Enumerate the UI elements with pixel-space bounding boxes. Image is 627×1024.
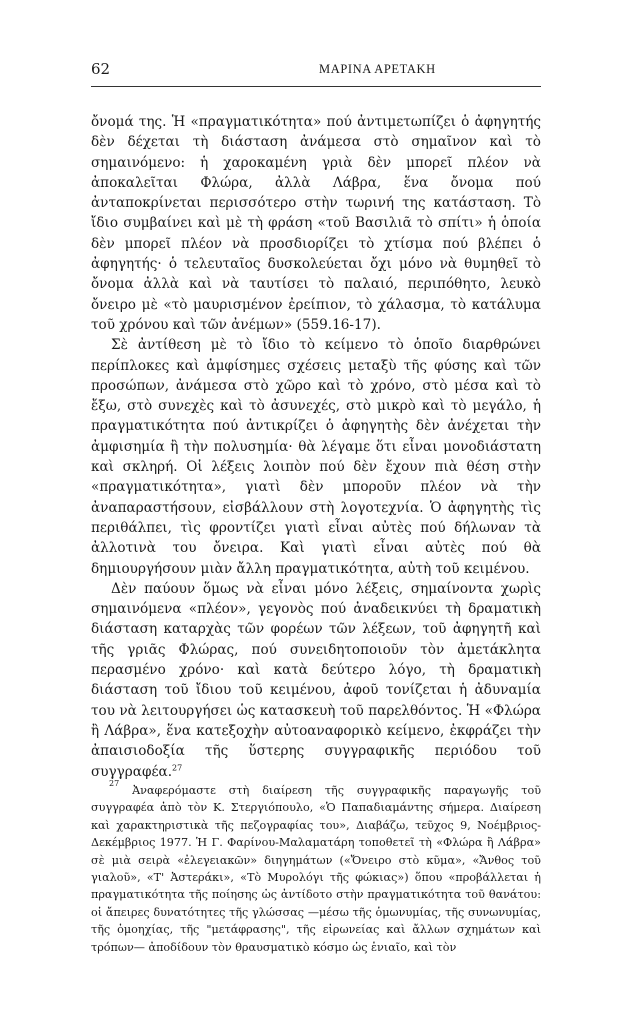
footnote-marker: 27 xyxy=(109,779,120,789)
page-number: 62 xyxy=(91,60,111,78)
page-header xyxy=(91,60,541,82)
paragraph-3: Δὲν παύουν ὅμως νὰ εἶναι μόνο λέξεις, σημαίνοντα χωρὶς σημαινόμενα «πλέον», γεγονὸς πού ἀναδεικνύει τὴ δραματικὴ διάσταση καταρχὰς τῶν φορέων τῶν λέξεων, τοῦ ἀφηγητῆ καὶ τῆς γριᾶς Φλώρας, πού συνειδητοποιοῦν τὸν ἀμετάκλητα περασμένο χρόνο· καὶ κατὰ δεύτερο λόγο, τὴ δραματικὴ διάσταση τοῦ ἴδιου τοῦ κειμένου, ἀφοῦ τονίζεται ἡ ἀδυναμία του νὰ λειτουργήσει ὡς κατασκευὴ τοῦ παρελθόντος. Ἡ «Φλώρα ἢ Λάβρα», ἕνα κατεξοχὴν αὐτοαναφορικὸ κείμενο, ἐκφράζει τὴν ἀπαισιοδοξία τῆς ὕστερης συγγραφικῆς περιόδου τοῦ συγγραφέα.$^{27}$ xyxy=(91,580,541,780)
paragraph-2: Σὲ ἀντίθεση μὲ τὸ ἴδιο τὸ κείμενο τὸ ὁποῖο διαρθρώνει περίπλοκες καὶ ἀμφίσημες σχέσεις μεταξὺ τῆς φύσης καὶ τῶν προσώπων, ἀνάμεσα στὸ χῶρο καὶ τὸ χρόνο, στὸ μέσα καὶ τὸ ἔξω, στὸ συνεχὲς καὶ τὸ ἀσυνεχές, στὸ μικρὸ καὶ τὸ μεγάλο, ἡ πραγματικότητα πού ἀντικρίζει ὁ ἀφηγητὴς δὲν ἀνέχεται τὴν ἀμφισημία ἢ τὴν πολυσημία· θὰ λέγαμε ὅτι εἶναι μονοδιάστατη καὶ σκληρή. Οἱ λέξεις λοιπὸν πού δὲν ἔχουν πιὰ θέση στὴν «πραγματικότητα», γιατὶ δὲν μποροῦν πλέον νὰ τὴν ἀναπαραστήσουν, εἰσβάλλουν στὴ λογοτεχνία. Ὁ ἀφηγητὴς τὶς περιθάλπει, τὶς φροντίζει γιατὶ εἶναι αὐτὲς πού δήλωναν τὰ ἀλλοτινὰ του ὄνειρα. Καὶ γιατὶ εἶναι αὐτὲς πού θὰ δημιουργήσουν μιὰν ἄλλη πραγματικότητα, αὐτὴ τοῦ κειμένου. xyxy=(91,337,541,577)
running-head: ΜΑΡΙΝΑ ΑΡΕΤΑΚΗ xyxy=(319,62,436,76)
footnote xyxy=(91,779,541,956)
paragraph-3-text: Δὲν παύουν ὅμως νὰ εἶναι μόνο λέξεις, σημαίνοντα χωρὶς σημαινόμενα «πλέον», γεγονὸς πού ἀναδεικνύει τὴ δραματικὴ διάσταση καταρχὰς τῶν φορέων τῶν λέξεων, τοῦ ἀφηγητῆ καὶ τῆς γριᾶς Φλώρας, πού συνειδητοποιοῦν τὸν ἀμετάκλητα περασμένο χρόνο· καὶ κατὰ δεύτερο λόγο, τὴ δραματικὴ διάσταση τοῦ ἴδιου τοῦ κειμένου, ἀφοῦ τονίζεται ἡ ἀδυναμία του νὰ λειτουργήσει ὡς κατασκευὴ τοῦ παρελθόντος. Ἡ «Φλώρα ἢ Λάβρα», ἕνα κατεξοχὴν αὐτοαναφορικὸ κείμενο, ἐκφράζει τὴν ἀπαισιοδοξία τῆς ὕστερης συγγραφικῆς περιόδου τοῦ συγγραφέα xyxy=(91,580,541,780)
footnote-reference[interactable]: 27 xyxy=(172,762,183,772)
header-rule xyxy=(91,86,541,87)
footnote-paragraph xyxy=(91,779,541,956)
main-text xyxy=(91,112,541,782)
paragraph-1: ὄνομά της. Ἡ «πραγματικότητα» πού ἀντιμετωπίζει ὁ ἀφηγητής δὲν δέχεται τὴ διάσταση ἀνάμεσα στὸ σημαῖνον καὶ τὸ σημαινόμενο: ἡ χαροκαμένη γριὰ δὲν μπορεῖ πλέον νὰ ἀποκαλεῖται Φλώρα, ἀλλὰ Λάβρα, ἕνα ὄνομα πού ἀνταποκρίνεται περισσότερο στὴν τωρινή της κατάσταση. Τὸ ἴδιο συμβαίνει καὶ μὲ τὴ φράση «τοῦ Βασιλιᾶ τὸ σπίτι» ἡ ὁποία δὲν μπορεῖ πλέον νὰ προσδιορίζει τὸ χτίσμα πού βλέπει ὁ ἀφηγητής· ὁ τελευταῖος δυσκολεύεται ὄχι μόνο νὰ θυμηθεῖ τὸ ὄνομα ἀλλὰ καὶ νὰ ταυτίσει τὸ παλαιό, περιπόθητο, λευκὸ ὄνειρο μὲ «τὸ μαυρισμένον ἐρείπιον, τὸ χάλασμα, τὸ κατάλυμα τοῦ χρόνου καὶ τῶν ἀνέμων» (559.16-17). xyxy=(91,114,541,333)
footnote-text: Ἀναφερόμαστε στὴ διαίρεση τῆς συγγραφικῆς παραγωγῆς τοῦ συγγραφέα ἀπὸ τὸν Κ. Στεργιόπουλο, «Ὁ Παπαδιαμάντης σήμερα. Διαίρεση καὶ χαρακτηριστικὰ τῆς πεζογραφίας του», Διαβάζω, τεῦχος 9, Νοέμβριος-Δεκέμβριος 1977. Ἡ Γ. Φαρίνου-Μαλαματάρη τοποθετεῖ τὴ «Φλώρα ἢ Λάβρα» σὲ μιὰ σειρὰ «ἐλεγειακῶν» διηγημάτων («Ὄνειρο στὸ κῦμα», «Ἄνθος τοῦ γιαλοῦ», «Τ' Ἀστεράκι», «Τὸ Μυρολόγι τῆς φώκιας») ὅπου «προβάλλεται ἡ πραγματικότητα τῆς ποίησης ὡς ἀντίδοτο στὴν πραγματικότητα τοῦ θανάτου: οἱ ἄπειρες δυνατότητες τῆς γλώσσας —μέσω τῆς ὁμωνυμίας, τῆς συνωνυμίας, τῆς ὁμοηχίας, τῆς "μετάφρασης", τῆς εἰρωνείας καὶ ἄλλων σχημάτων καὶ τρόπων— ἀποδίδουν τὸν θραυσματικὸ κόσμο ὡς ἑνιαῖο, καὶ τὸν xyxy=(91,784,541,954)
